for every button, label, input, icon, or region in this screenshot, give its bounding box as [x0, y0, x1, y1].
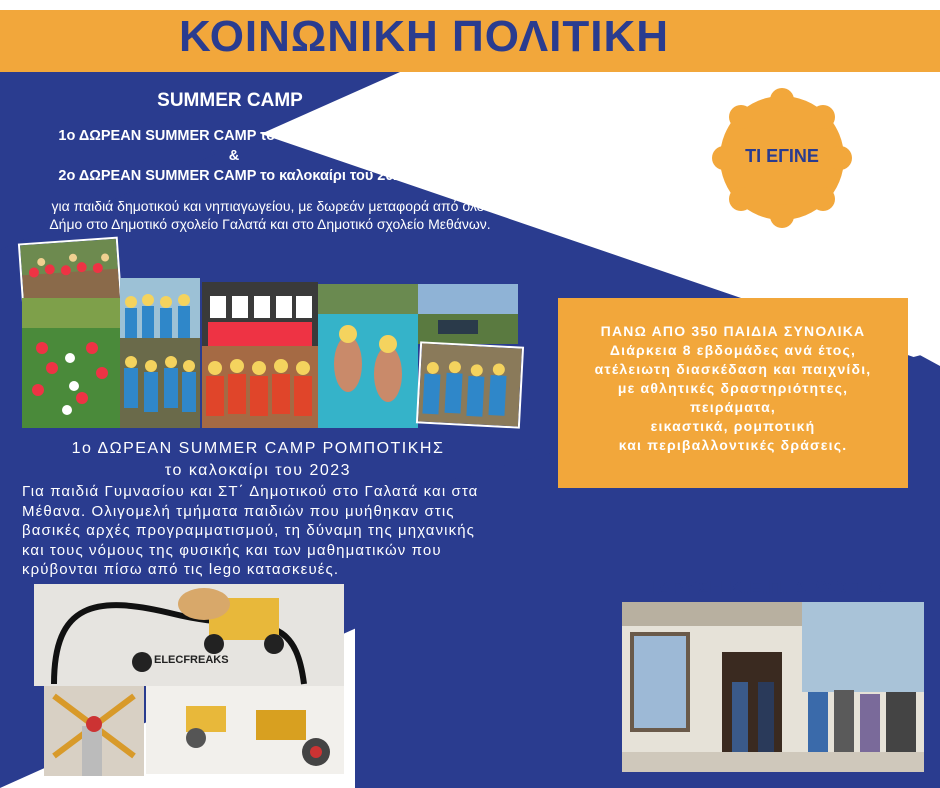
summer-camp-ampersand: & [228, 148, 240, 164]
robotics-desc-line: Μέθανα. Ολιγομελή τμήματα παιδιών που μυήθηκαν στις [22, 502, 455, 520]
summer-camp-desc2: Δήμο στο Δημοτικό σχολείο Γαλατά και στο Δημοτικό σχολείο Μεθάνων. [49, 216, 491, 232]
camp-photo-3 [120, 278, 200, 338]
robot-photo-3 [146, 686, 344, 774]
stats-line: και περιβαλλοντικές δράσεις. [618, 437, 848, 453]
robot-photo-2 [44, 686, 144, 776]
robotics-desc-line: βασικές αρχές προγραμματισμού, τη δύναμη της μηχανικής [22, 522, 475, 539]
camp-photo-5 [202, 282, 318, 346]
stats-line: ατέλειωτη διασκέδαση και παιχνίδι, [594, 361, 872, 377]
summer-camp-line1: 1ο ΔΩΡΕΑΝ SUMMER CAMP το καλοκαίρι του 2022 [58, 128, 410, 144]
stats-line: ΠΑΝΩ ΑΠΟ 350 ΠΑΙΔΙΑ ΣΥΝΟΛΙΚΑ [600, 323, 866, 339]
camp-photo-6 [202, 346, 318, 428]
badge-label: ΤΙ ΕΓΙΝΕ [745, 146, 819, 166]
kep-title: ΙΔΡΥΣΗ Κ.Ε.Π. ΔΡΥΟΠΗΣ [651, 578, 889, 598]
summer-camp-line2: 2ο ΔΩΡΕΑΝ SUMMER CAMP το καλοκαίρι του 2023 [58, 168, 410, 184]
summer-camp-heading: SUMMER CAMP [157, 90, 303, 111]
stats-line: Διάρκεια 8 εβδομάδες ανά έτος, [609, 342, 857, 358]
page-title: ΚΟΙΝΩΝΙΚΗ ΠΟΛΙΤΙΚΗ [178, 12, 670, 61]
robotics-heading-1: 1ο ΔΩΡΕΑΝ SUMMER CAMP ΡΟΜΠΟΤΙΚΗΣ [71, 440, 445, 457]
camp-photo-1 [18, 237, 122, 308]
stats-line: με αθλητικές δραστηριότητες, [617, 380, 849, 396]
stats-line: πειράματα, [689, 399, 777, 415]
robot-photo-1 [34, 584, 344, 686]
stats-line: εικαστικά, ρομποτική [650, 418, 816, 434]
elecfreaks-logo: ELECFREAKS [154, 654, 229, 666]
robotics-desc-line: και τους νόμους της φυσικής και των μαθηματικών που [22, 541, 442, 559]
robotics-desc-line: κρύβονται πίσω από τις lego κατασκευές. [22, 561, 340, 578]
summer-camp-desc1: για παιδιά δημοτικού και νηπιαγωγείου, με δωρεάν μεταφορά από όλο τον [51, 198, 509, 214]
stats-box-text [562, 322, 904, 455]
camp-photo-9 [416, 341, 524, 428]
kep-photo [622, 602, 924, 772]
camp-photo-7 [318, 284, 418, 428]
camp-photo-4 [120, 338, 200, 428]
robotics-heading-2: το καλοκαίρι του 2023 [164, 462, 352, 479]
camp-photo-8 [418, 284, 518, 344]
robotics-description [22, 482, 542, 580]
camp-photo-2 [22, 298, 122, 428]
robotics-desc-line: Για παιδιά Γυμνασίου και ΣΤ΄ Δημοτικού στο Γαλατά και στα [22, 483, 479, 500]
